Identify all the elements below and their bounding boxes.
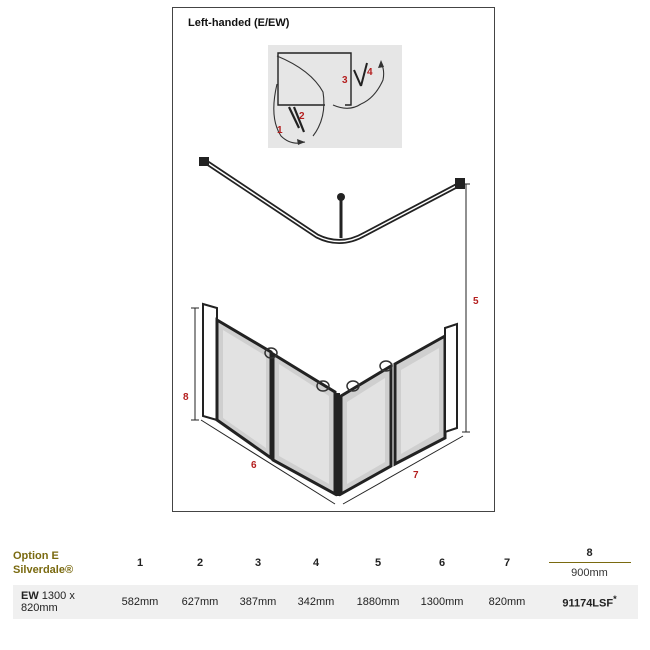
diagram-frame: [172, 7, 495, 512]
plan-view: [268, 45, 402, 148]
plan-label-1: 1: [277, 125, 283, 136]
col-header-3: 3: [254, 556, 262, 569]
cell-part-number: [541, 585, 638, 619]
option-line-2: Silverdale®: [13, 563, 74, 576]
diagram-svg: [173, 8, 496, 513]
row-label: [13, 585, 109, 619]
spec-data-row: [13, 585, 638, 619]
left-wall-profile: [203, 304, 217, 420]
rail-outer: [206, 162, 460, 242]
plan-label-3: 3: [342, 75, 348, 86]
diagram-title: Left-handed (E/EW): [188, 17, 290, 29]
dim-label-6: 6: [251, 460, 257, 471]
rail-ceiling-mount: [337, 193, 345, 201]
col-header-8: [541, 540, 638, 585]
row-code: EW: [21, 590, 39, 602]
dim-label-8: 8: [183, 392, 189, 403]
dim-label-5: 5: [473, 296, 479, 307]
shower-screens: [203, 304, 457, 496]
plan-label-4: 4: [367, 67, 373, 78]
col-header-4: 4: [312, 556, 320, 569]
col-header-5: 5: [374, 556, 382, 569]
cell-3: 387mm: [229, 585, 287, 619]
part-mark: *: [613, 594, 617, 605]
col-header-2: 2: [196, 556, 204, 569]
part-number: 91174LSF: [562, 597, 614, 610]
right-wall-profile: [445, 324, 457, 432]
dim-label-7: 7: [413, 470, 419, 481]
cell-6: 1300mm: [411, 585, 473, 619]
spec-table: [13, 540, 638, 619]
cell-1: 582mm: [109, 585, 171, 619]
col-header-8-label: 8: [549, 547, 631, 563]
col-header-7: 7: [503, 556, 511, 569]
cell-7: 820mm: [473, 585, 541, 619]
plan-label-2: 2: [299, 111, 305, 122]
rail-wall-bracket-left: [199, 157, 209, 166]
col-header-1: 1: [136, 556, 144, 569]
plan-background: [268, 45, 402, 148]
curtain-rail: [199, 157, 465, 242]
cell-5: 1880mm: [345, 585, 411, 619]
option-name: [13, 540, 109, 585]
cell-2: 627mm: [171, 585, 229, 619]
col-header-8-sub: 900mm: [571, 566, 608, 579]
col-header-6: 6: [438, 556, 446, 569]
option-line-1: Option E: [13, 549, 59, 562]
row-size: 1300 x 820mm: [21, 590, 75, 614]
cell-4: 342mm: [287, 585, 345, 619]
spec-header-row: [13, 540, 638, 585]
